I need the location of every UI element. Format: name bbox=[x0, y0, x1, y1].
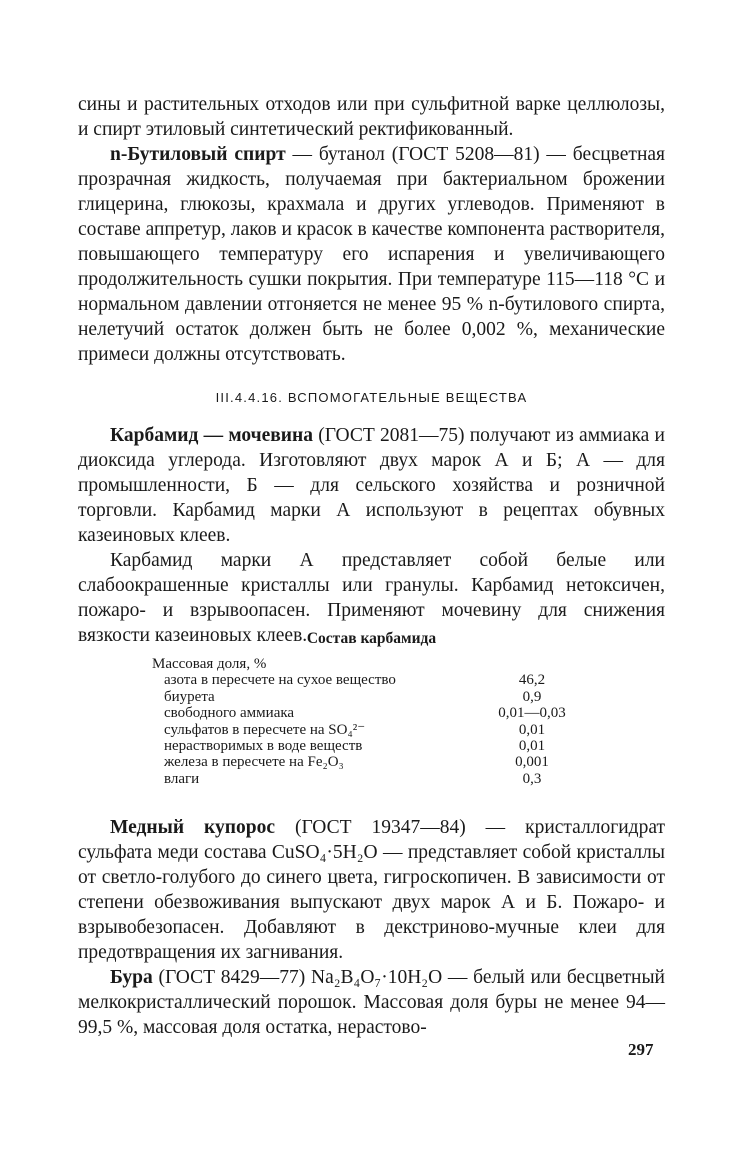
table-title: Состав карбамида bbox=[306, 630, 437, 647]
text-block-bottom bbox=[78, 815, 665, 1040]
table-row bbox=[152, 754, 592, 770]
row-value: 0,3 bbox=[522, 770, 542, 787]
term-butanol: n-Бутиловый спирт bbox=[110, 144, 286, 165]
section-heading: III.4.4.16. ВСПОМОГАТЕЛЬНЫЕ ВЕЩЕСТВА bbox=[215, 390, 528, 405]
borax-text: (ГОСТ 8429—77) Na₂B₄O₇·10H₂O — белый или бесцветный мелкокристаллический порошок. Массовая доля буры не менее 94—99,5 %, массовая доля остатка, нерастово- bbox=[78, 967, 665, 1038]
paragraph-carbamide bbox=[78, 423, 665, 548]
table-row bbox=[152, 771, 592, 787]
table-row bbox=[152, 672, 592, 688]
butanol-text: — бутанол (ГОСТ 5208—81) — бесцветная прозрачная жидкость, получаемая при бактериальном брожении глицерина, глюкозы, крахмала и других углеводов. Применяют в составе аппретур, лаков и красок в качестве компонента растворителя, повышающего температуру его испарения и увеличивающего продолжительность сушки покрытия. При температуре 115—118 °C и нормальном давлении отгоняется не менее 95 % n-бутилового спирта, нелетучий остаток должен быть не более 0,002 %, механические примеси должны отсутствовать. bbox=[78, 144, 666, 365]
row-value: 0,01—0,03 bbox=[498, 705, 566, 722]
row-value: 46,2 bbox=[518, 672, 546, 689]
composition-table bbox=[152, 656, 592, 787]
row-value: 0,01 bbox=[518, 721, 546, 738]
term-copper-sulfate: Медный купорос bbox=[110, 817, 276, 838]
row-name: сульфатов в пересчете на SO₄²⁻ bbox=[164, 721, 366, 738]
row-name: свободного аммиака bbox=[164, 705, 295, 722]
paragraph-carbamide-properties: Карбамид марки А представляет собой белые или слабоокрашенные кристаллы или гранулы. Карбамид нетоксичен, пожаро- и взрывоопасен. Применяют мочевину для снижения вязкости казеиновых клеев. bbox=[78, 550, 665, 646]
row-name: влаги bbox=[164, 770, 200, 787]
table-row bbox=[152, 689, 592, 705]
page-number: 297 bbox=[628, 1040, 654, 1059]
row-name: биурета bbox=[164, 688, 215, 705]
paragraph-continuation: сины и растительных отходов или при сульфитной варке целлюлозы, и спирт этиловый синтетический ректификованный. bbox=[78, 94, 665, 140]
row-name: нерастворимых в воде веществ bbox=[164, 738, 363, 755]
carbamide-text: (ГОСТ 2081—75) получают из аммиака и диоксида углерода. Изготовляют двух марок А и Б; А — для промышленности, Б — для сельского хозяйства и розничной торговли. Карбамид марки А используют в рецептах обувных казеиновых клеев. bbox=[78, 425, 665, 546]
copper-sulfate-text: (ГОСТ 19347—84) — кристаллогидрат сульфата меди состава CuSO₄·5H₂O — представляет собой кристаллы от светло-голубого до синего цвета, гигроскопичен. В зависимости от степени обезвоживания выпускают двух марок А и Б. Пожаро- и взрывобезопасен. Добавляют в декстриново-мучные клеи для предотвращения их загнивания. bbox=[78, 817, 665, 963]
table-header: Массовая доля, % bbox=[152, 656, 267, 672]
paragraph-copper-sulfate bbox=[78, 815, 665, 965]
table-row bbox=[152, 705, 592, 721]
table-row bbox=[152, 738, 592, 754]
text-block-carbamide bbox=[78, 423, 665, 648]
term-borax: Бура bbox=[110, 967, 153, 988]
row-name: азота в пересчете на сухое вещество bbox=[164, 672, 396, 689]
row-value: 0,001 bbox=[515, 754, 549, 771]
paragraph-borax bbox=[78, 965, 665, 1040]
table-header-row bbox=[152, 656, 592, 672]
row-name: железа в пересчете на Fe₂O₃ bbox=[164, 754, 344, 771]
row-value: 0,9 bbox=[522, 688, 542, 705]
text-block-top bbox=[78, 92, 665, 367]
term-carbamide: Карбамид — мочевина bbox=[110, 425, 314, 446]
paragraph-butanol bbox=[78, 142, 665, 367]
table-row bbox=[152, 722, 592, 738]
row-value: 0,01 bbox=[518, 738, 546, 755]
